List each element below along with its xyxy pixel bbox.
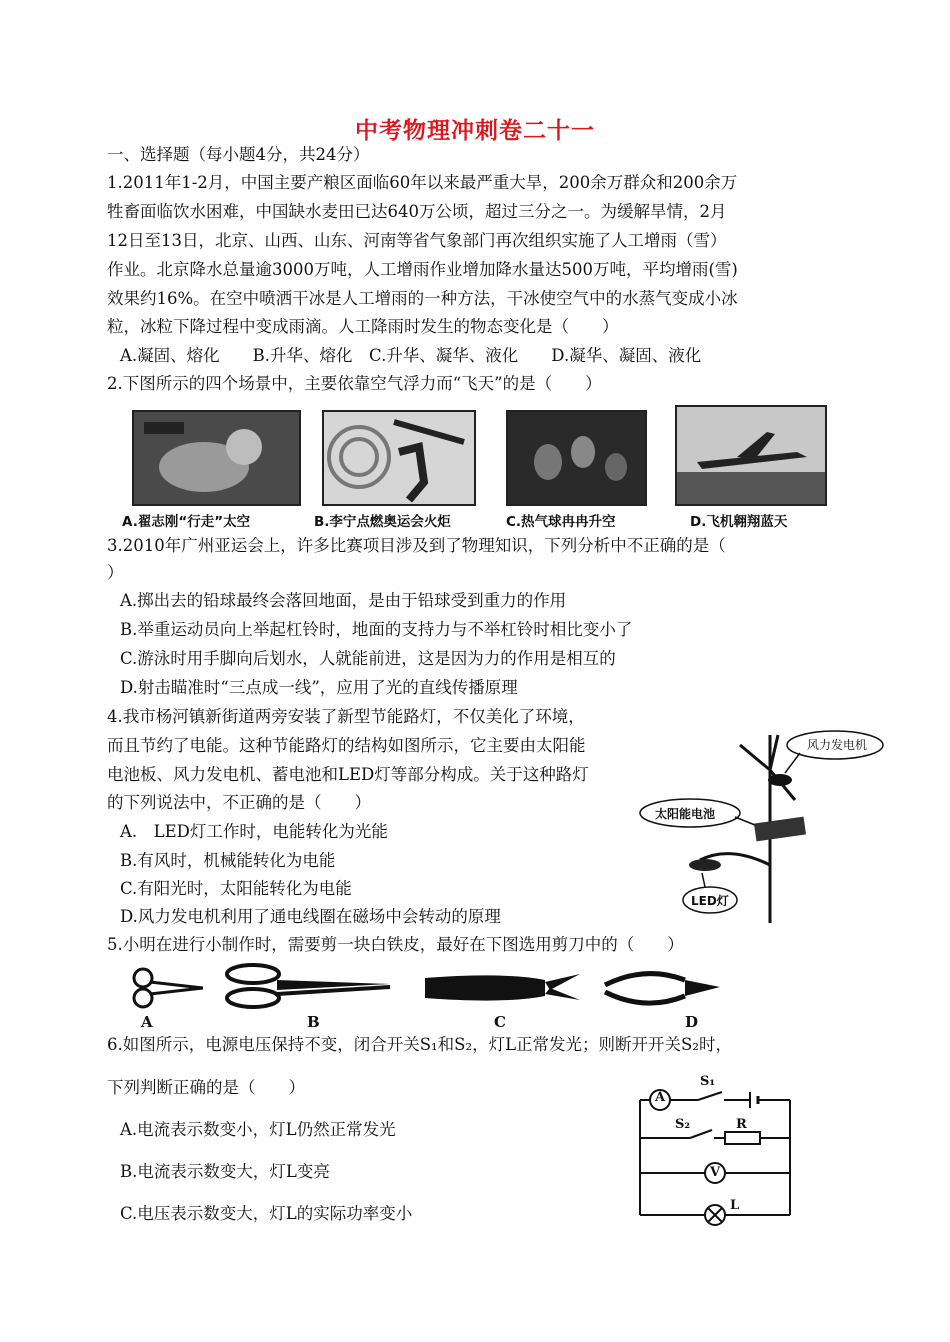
photo-airplane [675,405,827,506]
q5-letter-b: B [307,1013,320,1031]
q1-options: A.凝固、熔化 B.升华、熔化 C.升华、凝华、液化 D.凝华、凝固、液化 [120,346,702,365]
q6-option: A.电流表示数变小，灯L仍然正常发光 [120,1120,396,1139]
street-lamp-diagram [630,725,920,925]
photo-astronaut [132,410,301,506]
q2-stem: 2.下图所示的四个场景中，主要依靠空气浮力而“飞天”的是（ ） [107,374,602,393]
q4-line: 4.我市杨河镇新街道两旁安装了新型节能路灯，不仅美化了环境， [107,707,585,726]
q5-letter-d: D [685,1013,699,1031]
q6-stem-line2: 下列判断正确的是（ ） [107,1078,305,1097]
q1-line: 牲畜面临饮水困难，中国缺水麦田已达640万公顷，超过三分之一。为缓解旱情，2月 [107,202,727,221]
scissors-b-icon [227,965,390,1007]
q1-line: 12日至13日，北京、山西、山东、河南等省气象部门再次组织实施了人工增雨（雪） [107,231,727,250]
scissors-c-icon [425,974,580,1001]
resistor-icon [725,1132,760,1144]
photo-torch [322,410,476,506]
circuit-label-r: R [736,1117,747,1132]
torch-illustration [324,412,474,504]
q3-option: B.举重运动员向上举起杠铃时，地面的支持力与不举杠铃时相比变小了 [120,620,633,639]
circuit-label-s1: S₁ [700,1074,716,1089]
q2-caption-c: C.热气球冉冉升空 [506,514,616,530]
q3-line: ） [107,563,124,582]
q2-caption-a: A.翟志刚“行走”太空 [122,514,251,530]
q4-option: C.有阳光时，太阳能转化为电能 [120,879,352,898]
q4-line: 的下列说法中，不正确的是（ ） [107,793,371,812]
q4-option: D.风力发电机利用了通电线圈在磁场中会转动的原理 [120,907,501,926]
circuit-label-s2: S₂ [675,1117,691,1132]
page-title: 中考物理冲刺卷二十一 [355,117,595,144]
switch-s1-icon [698,1092,722,1100]
q5-stem: 5.小明在进行小制作时，需要剪一块白铁皮，最好在下图选用剪刀中的（ ） [107,935,684,954]
section-heading: 一、选择题（每小题4分，共24分） [107,145,370,164]
q2-caption-d: D.飞机翱翔蓝天 [690,514,788,530]
q1-line: 1.2011年1-2月，中国主要产粮区面临60年以来最严重大旱，200余万群众和200余万 [107,173,738,192]
scissors-d-icon [605,974,720,1004]
astronaut-illustration [134,412,299,504]
q5-letter-c: C [494,1013,506,1031]
label-solar-panel: 太阳能电池 [655,807,716,821]
label-wind-generator: 风力发电机 [807,738,868,752]
q4-option: A. LED灯工作时，电能转化为光能 [120,822,388,841]
q3-line: 3.2010年广州亚运会上，许多比赛项目涉及到了物理知识，下列分析中不正确的是（ [107,536,726,555]
q1-line: 作业。北京降水总量逾3000万吨，人工增雨作业增加降水量达500万吨，平均增雨(雪) [107,260,738,279]
q3-option: C.游泳时用手脚向后划水，人就能前进，这是因为力的作用是相互的 [120,649,616,668]
balloon-illustration [508,412,645,504]
switch-s2-icon [690,1130,712,1138]
q6-stem-line1: 6.如图所示，电源电压保持不变，闭合开关S₁和S₂，灯L正常发光；则断开开关S₂时， [107,1035,732,1054]
circuit-label-l: L [730,1198,740,1213]
airplane-illustration [677,407,825,504]
q4-line: 电池板、风力发电机、蓄电池和LED灯等部分构成。关于这种路灯 [107,765,589,784]
q4-line: 而且节约了电能。这种节能路灯的结构如图所示，它主要由太阳能 [107,736,586,755]
scissors-a-icon [134,969,203,1007]
photo-balloon [506,410,647,506]
q1-line: 效果约16%。在空中喷洒干冰是人工增雨的一种方法，干冰使空气中的水蒸气变成小冰 [107,289,738,308]
q3-option: D.射击瞄准时“三点成一线”，应用了光的直线传播原理 [120,678,518,697]
q2-caption-b: B.李宁点燃奥运会火炬 [314,514,451,530]
q1-line: 粒，冰粒下降过程中变成雨滴。人工降雨时发生的物态变化是（ ） [107,317,619,336]
label-led-lamp: LED灯 [691,894,729,908]
q5-letter-a: A [141,1013,153,1031]
q3-option: A.掷出去的铅球最终会落回地面，是由于铅球受到重力的作用 [120,591,567,610]
scissors-images [125,960,825,1015]
circuit-label-v: V [710,1165,721,1180]
circuit-label-ammeter: A [655,1090,666,1105]
q6-option: B.电流表示数变大，灯L变亮 [120,1162,330,1181]
q6-option: C.电压表示数变大，灯L的实际功率变小 [120,1204,413,1223]
q4-option: B.有风时，机械能转化为电能 [120,851,336,870]
